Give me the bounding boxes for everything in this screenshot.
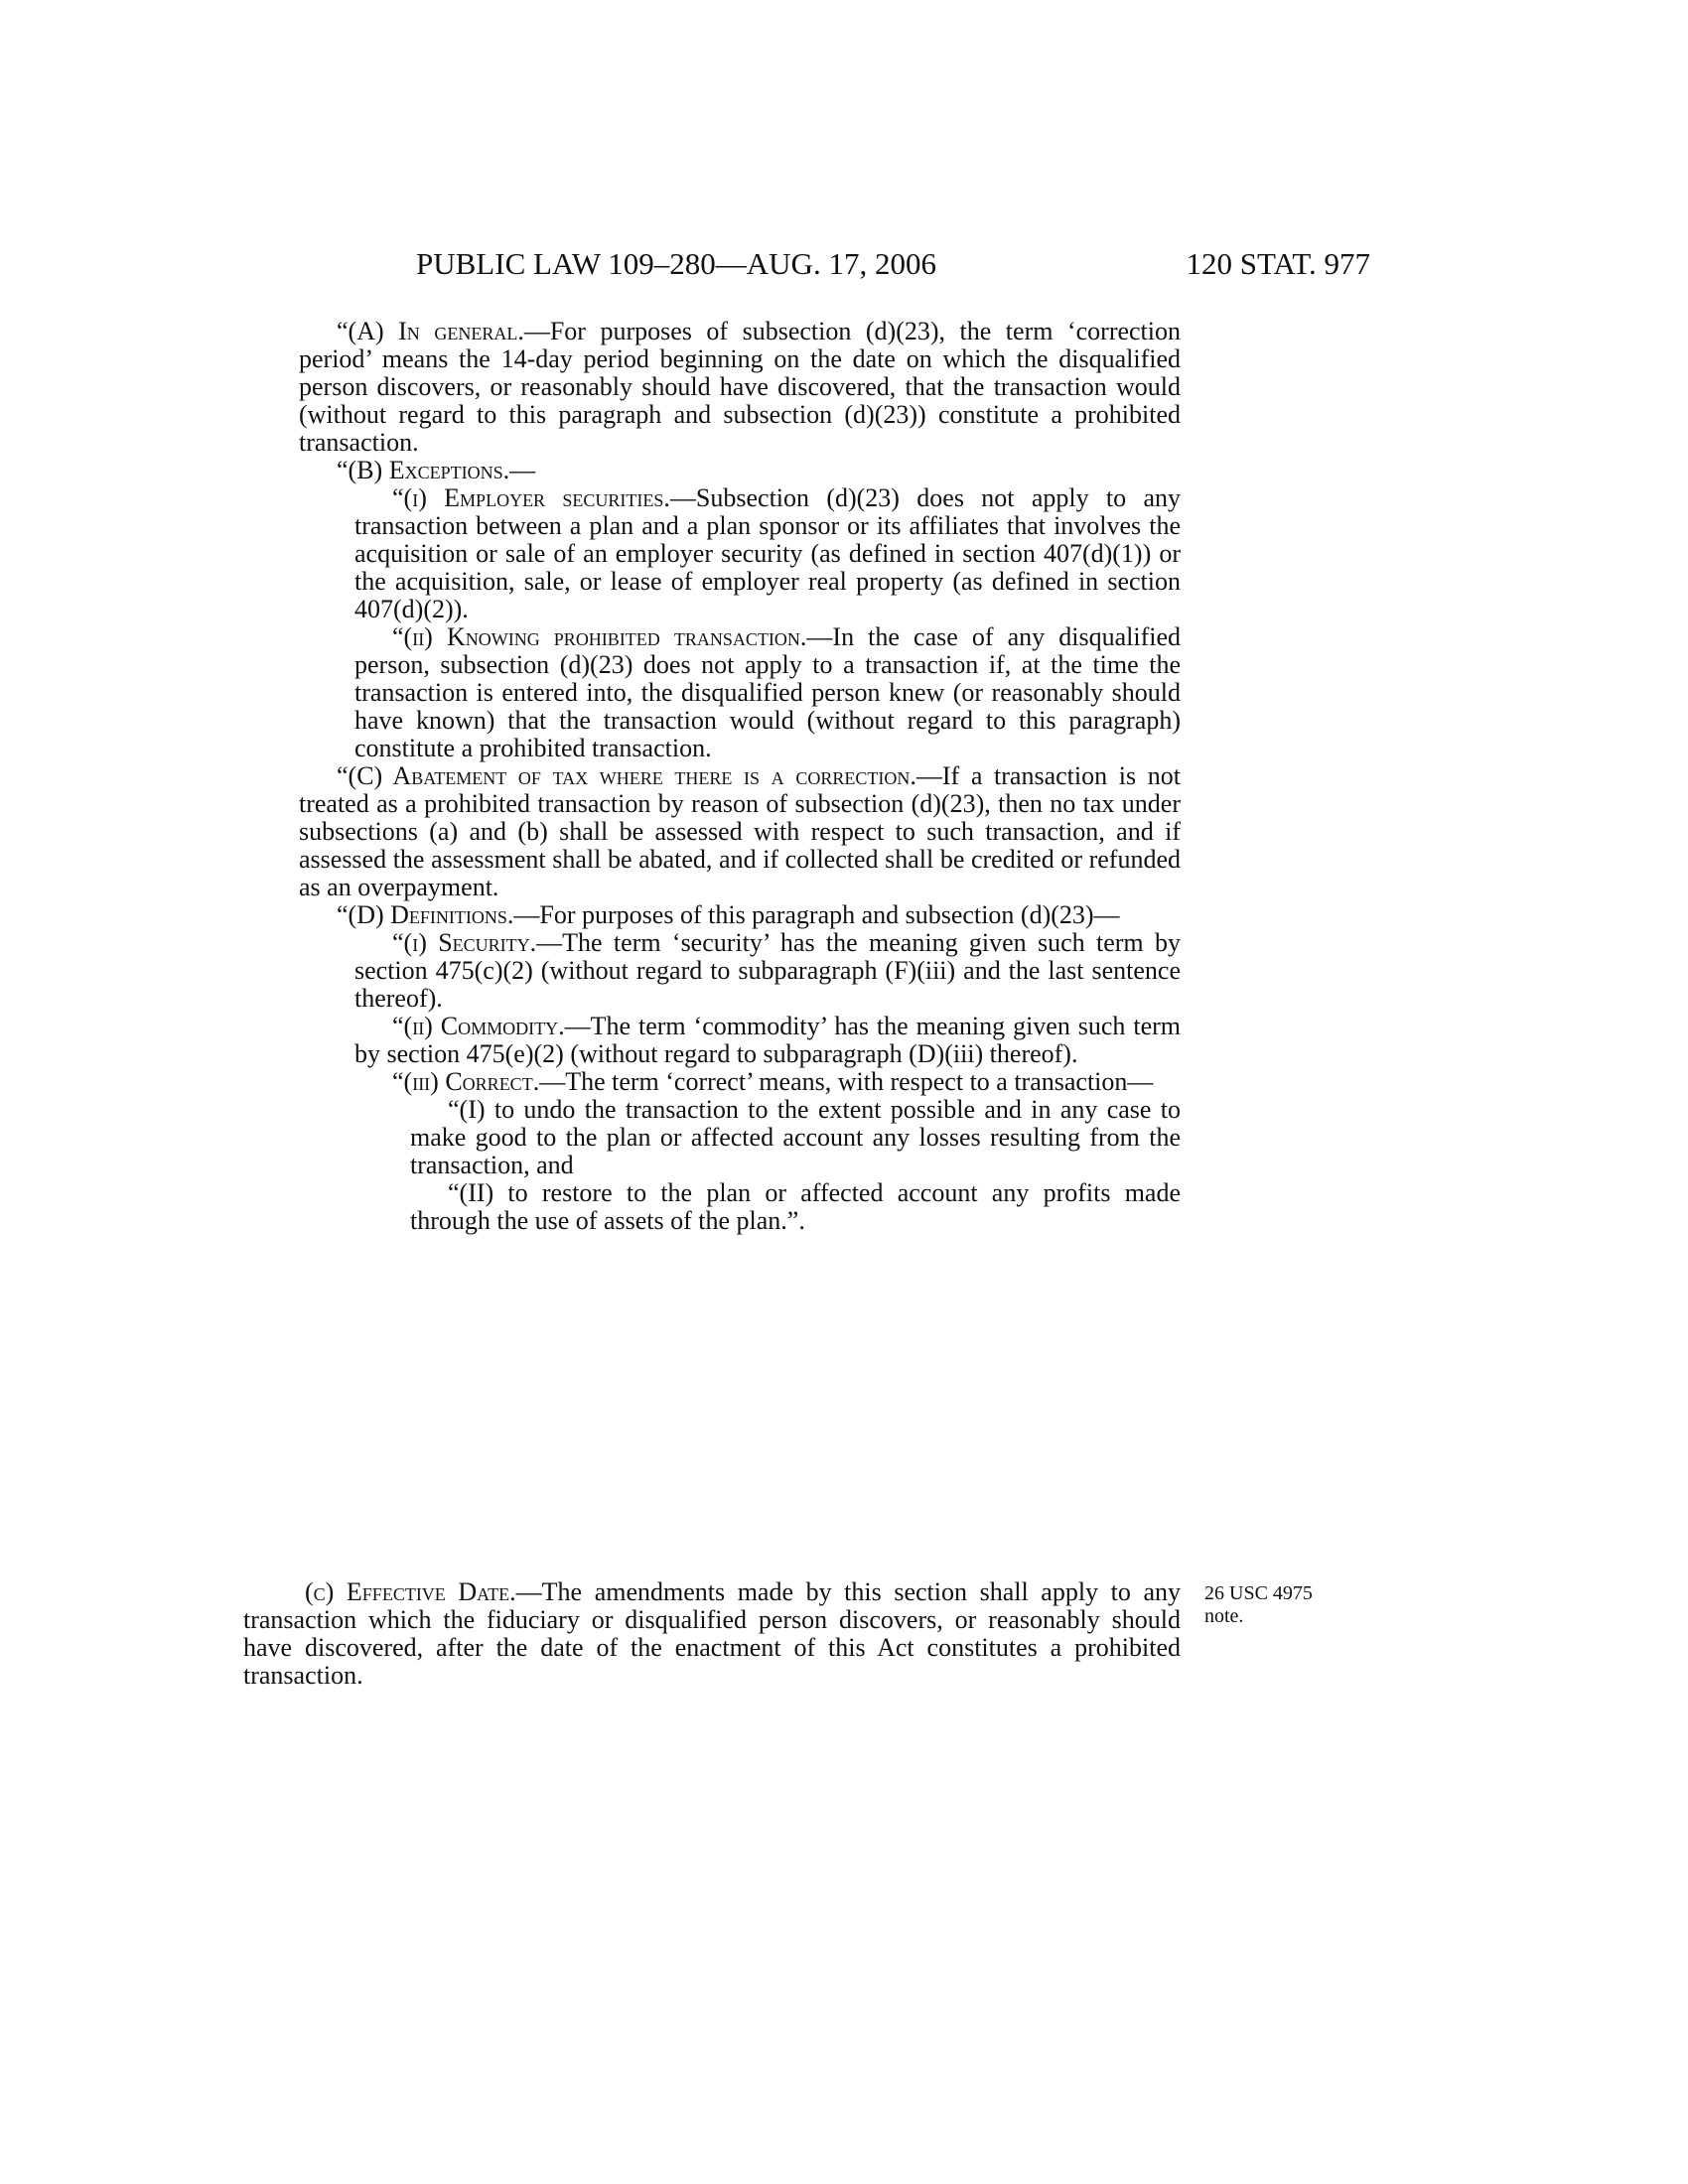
clause-d-iii-text: —The term ‘correct’ means, with respect to a transaction— (539, 1067, 1154, 1096)
paragraph-a-text: —For purposes of subsection (d)(23), the term ‘correction period’ means the 14-day period beginning on the date on which the disqualified person discovers, or reasonably should have discovered, that the transaction would (without regard to this paragraph and subsection (d)(23)) constitute a prohibited transaction. (299, 317, 1182, 457)
clause-b-i-text: —Subsection (d)(23) does not apply to any transaction between a plan and a plan sponsor or its affiliates that involves the acquisition or sale of an employer security (as defined in section 407(d)(1)) or the acquisition, sale, or lease of employer real property (as defined in section 407(d)(2)). (354, 483, 1181, 623)
margin-note-label: note. (1204, 1605, 1244, 1627)
paragraph-c (299, 762, 1181, 901)
margin-note-citation: 26 USC 4975 (1204, 1582, 1313, 1604)
paragraph-b (299, 457, 1181, 484)
margin-note (1204, 1582, 1324, 1628)
paragraph-c-heading: “(C) Abatement of tax where there is a correction. (337, 761, 916, 790)
effective-date-section (243, 1577, 1181, 1690)
paragraph-c-text: —If a transaction is not treated as a prohibited transaction by reason of subsection (d)(23), then no tax under subsections (a) and (b) shall be assessed with respect to such transaction, and if assessed the assessment shall be abated, and if collected shall be credited or refunded as an overpayment. (299, 761, 1181, 901)
page-number: 120 STAT. 977 (1186, 246, 1370, 281)
clause-d-ii (354, 1013, 1181, 1068)
clause-d-ii-text: —The term ‘commodity’ has the meaning given such term by section 475(e)(2) (without regard to subparagraph (D)(iii) thereof). (354, 1012, 1182, 1068)
paragraph-a-heading: “(A) In general. (337, 317, 524, 345)
clause-d-i-heading: “(i) Security. (392, 928, 537, 957)
paragraph-d (299, 901, 1181, 929)
clause-b-i-heading: “(i) Employer securities. (392, 483, 670, 512)
paragraph-a (299, 318, 1181, 457)
effective-date-paragraph (243, 1578, 1181, 1690)
clause-b-i (354, 484, 1181, 623)
clause-b-ii (354, 623, 1181, 762)
effective-date-heading: (c) Effective Date. (305, 1577, 516, 1606)
clause-b-ii-text: —In the case of any disqualified person, subsection (d)(23) does not apply to a transaction if, at the time the transaction is entered into, the disqualified person knew (or reasonably should have known) that the transaction would (without regard to this paragraph) constitute a prohibited transaction. (354, 622, 1182, 762)
paragraph-d-text: —For purposes of this paragraph and subsection (d)(23)— (513, 900, 1120, 929)
clause-d-iii-heading: “(iii) Correct. (392, 1067, 540, 1096)
paragraph-b-heading: “(B) Exceptions. (337, 456, 510, 484)
clause-b-ii-heading: “(ii) Knowing prohibited transaction. (392, 622, 807, 651)
clause-d-i-text: —The term ‘security’ has the meaning given such term by section 475(c)(2) (without regard to subparagraph (F)(iii) and the last sentence thereof). (354, 928, 1181, 1013)
page-header (298, 246, 1370, 294)
subclause-d-iii-II: “(II) to restore to the plan or affected account any profits made through the use of assets of the plan.”. (410, 1178, 1181, 1235)
effective-date-text: —The amendments made by this section shall apply to any transaction which the fiduciary or disqualified person discovers, or reasonably should have discovered, after the date of the enactment of this Act constitutes a prohibited transaction. (243, 1577, 1181, 1690)
clause-d-iii (354, 1068, 1181, 1096)
paragraph-b-text: — (509, 456, 536, 484)
clause-d-ii-heading: “(ii) Commodity. (392, 1012, 565, 1040)
statute-body (299, 318, 1181, 1235)
paragraph-d-heading: “(D) Definitions. (337, 900, 514, 929)
running-head: PUBLIC LAW 109–280—AUG. 17, 2006 (416, 246, 936, 281)
subclause-d-iii-I: “(I) to undo the transaction to the extent possible and in any case to make good to the plan or affected account any losses resulting from the transaction, and (410, 1095, 1181, 1179)
clause-d-i (354, 929, 1181, 1013)
